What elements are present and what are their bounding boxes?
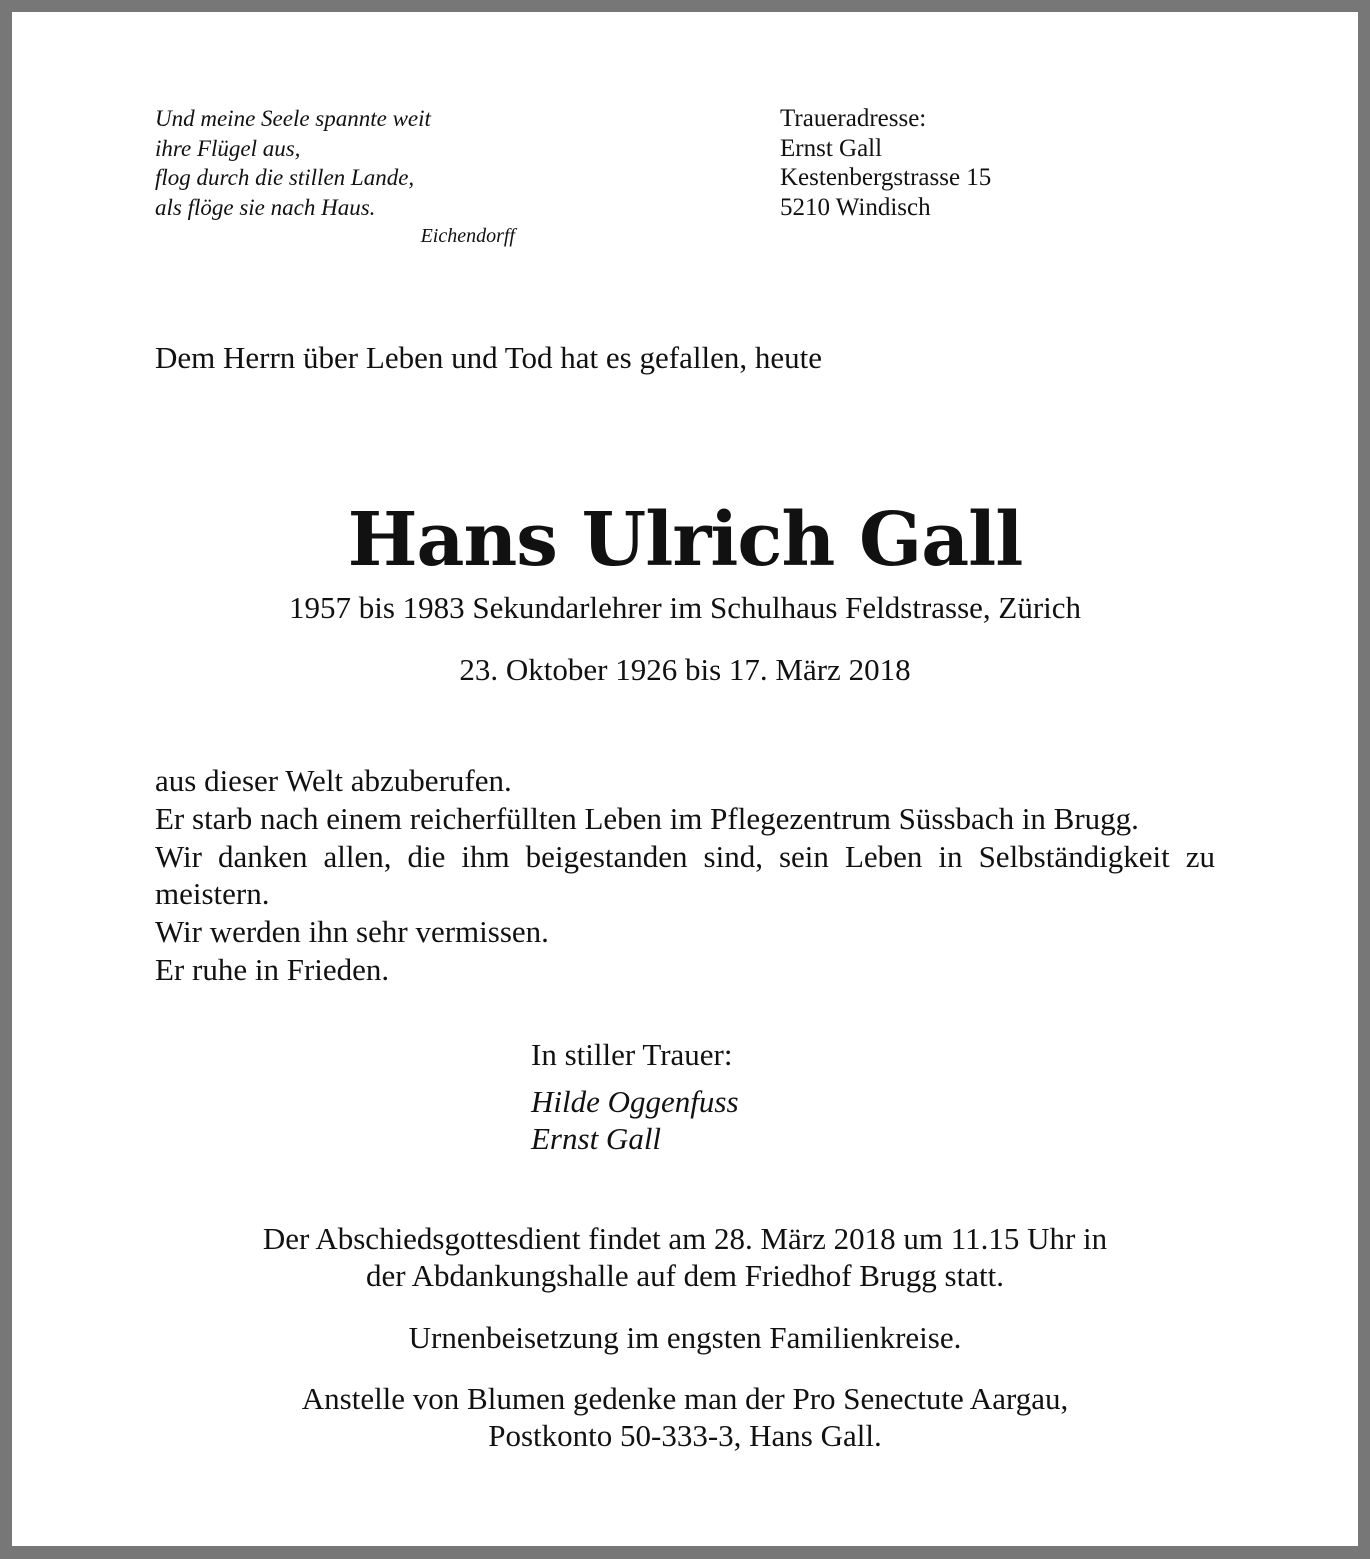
service-line: Der Abschiedsgottesdient findet am 28. März 2018 um 11.15 Uhr in [262, 1221, 1108, 1256]
intro-text: Dem Herrn über Leben und Tod hat es gefallen, heute [155, 340, 822, 375]
body-paragraph: aus dieser Welt abzuberufen. [155, 763, 512, 798]
poem-line: als flöge sie nach Haus. [155, 194, 376, 220]
deceased-occupation: 1957 bis 1983 Sekundarlehrer im Schulhaus Feldstrasse, Zürich [288, 590, 1082, 625]
mourner-name: Ernst Gall [531, 1121, 662, 1156]
service-notice [12, 1220, 1358, 1294]
body-paragraph: Er starb nach einem reicherfüllten Leben im Pflegezentrum Süssbach in Brugg. [155, 800, 1139, 836]
body-paragraph: Wir werden ihn sehr vermissen. [155, 914, 549, 950]
mourner-name: Hilde Oggenfuss [531, 1084, 739, 1119]
donation-notice [12, 1380, 1358, 1454]
service-line: der Abdankungshalle auf dem Friedhof Brugg statt. [366, 1258, 1004, 1293]
mourning-address [780, 104, 991, 222]
body-paragraph: Wir danken allen, die ihm beigestanden sind, sein Leben in Selbständigkeit zu meistern. [155, 838, 1215, 912]
body-paragraph: Er ruhe in Frieden. [155, 951, 390, 987]
mourners-label: In stiller Trauer: [531, 1037, 733, 1072]
address-label: Traueradresse: [780, 105, 927, 132]
burial-notice: Urnenbeisetzung im engsten Familienkreise. [408, 1320, 962, 1355]
body-text [155, 762, 1215, 989]
donation-line: Postkonto 50-333-3, Hans Gall. [488, 1418, 882, 1453]
address-street: Kestenbergstrasse 15 [780, 164, 992, 191]
poem-block [155, 104, 515, 250]
donation-line: Anstelle von Blumen gedenke man der Pro Senectute Aargau, [301, 1381, 1069, 1416]
obituary-page [12, 12, 1358, 1546]
address-name: Ernst Gall [780, 134, 883, 162]
poem-line: ihre Flügel aus, [155, 135, 301, 161]
mourners-block [531, 1036, 739, 1157]
deceased-name: Hans Ulrich Gall [347, 497, 1023, 583]
deceased-dates: 23. Oktober 1926 bis 17. März 2018 [459, 652, 911, 687]
poem-line: Und meine Seele spannte weit [155, 106, 431, 131]
address-city: 5210 Windisch [780, 193, 931, 221]
poem-author: Eichendorff [420, 225, 515, 247]
poem-line: flog durch die stillen Lande, [155, 165, 415, 190]
